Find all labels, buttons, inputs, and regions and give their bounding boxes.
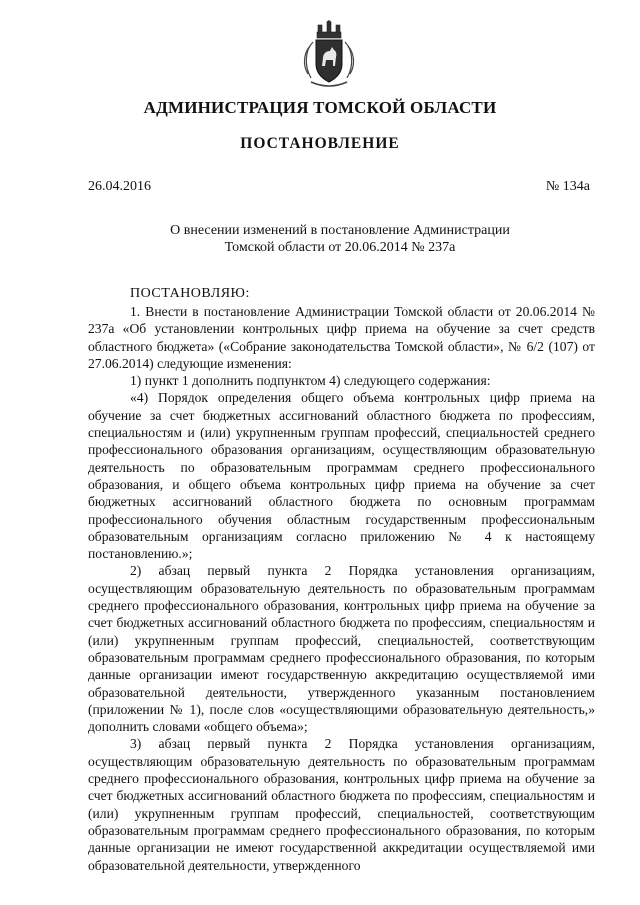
body-paragraph: 2) абзац первый пункта 2 Порядка установления организациям, осуществляющим образовательную деятельность по образовательным программам среднего профессионального образования, контрольных цифр приема на обучение за счет бюджетных ассигнований областного бюджета по профессиям, специальностям и (или) укрупненным группам профессий, специальностей, соответствующим образовательным программам среднего профессионального образования, по которым данные организации имеют государственную аккредитацию осуществляемой ими образовательной деятельности, утвержденного указанным постановлением (приложении № 1), после слов «осуществляющими образовательную деятельность,» дополнить словами «общего объема»; xyxy=(88,563,595,735)
document-subject xyxy=(0,222,640,256)
subject-line: Томской области от 20.06.2014 № 237а xyxy=(224,240,456,255)
tomsk-coat-of-arms-icon xyxy=(301,20,357,90)
organization-title: АДМИНИСТРАЦИЯ ТОМСКОЙ ОБЛАСТИ xyxy=(143,98,497,117)
body-paragraph: 1. Внести в постановление Администрации Томской области от 20.06.2014 № 237а «Об установлении контрольных цифр приема на обучение за счет средств областного бюджета» («Собрание законодательства Томской области», № 6/2 (107) от 27.06.2014) следующие изменения: xyxy=(88,304,595,371)
body-paragraph: «4) Порядок определения общего объема контрольных цифр приема на обучение за счет бюджетных ассигнований областного бюджета по профессиям, специальностям и (или) укрупненным группам профессий, специальностей среднего профессионального образования организациям, осуществляющим образовательную деятельность по образовательным программам среднего профессионального образования, и общего объема контрольных цифр приема на обучение за счет бюджетных ассигнований областного бюджета по основным программам профессионального обучения областным государственным профессиональным образовательным организациям согласно приложению № 4 к настоящему постановлению.»; xyxy=(88,390,595,562)
document-type-title: ПОСТАНОВЛЕНИЕ xyxy=(240,135,400,152)
decree-word: ПОСТАНОВЛЯЮ: xyxy=(130,286,250,301)
document-number: № 134а xyxy=(545,179,590,194)
document-date: 26.04.2016 xyxy=(88,179,151,194)
body-paragraph: 1) пункт 1 дополнить подпунктом 4) следующего содержания: xyxy=(130,373,491,389)
document-body xyxy=(88,303,595,874)
subject-line: О внесении изменений в постановление Администрации xyxy=(170,223,510,238)
body-paragraph: 3) абзац первый пункта 2 Порядка установления организациям, осуществляющим образовательную деятельность по образовательным программам среднего профессионального образования, контрольных цифр приема на обучение за счет бюджетных ассигнований областного бюджета по профессиям, специальностям и (или) укрупненным группам профессий, специальностей, соответствующим образовательным программам среднего профессионального образования, по которым данные организации не имеют государственной аккредитации осуществляемой ими образовательной деятельности, утвержденного xyxy=(88,736,595,873)
